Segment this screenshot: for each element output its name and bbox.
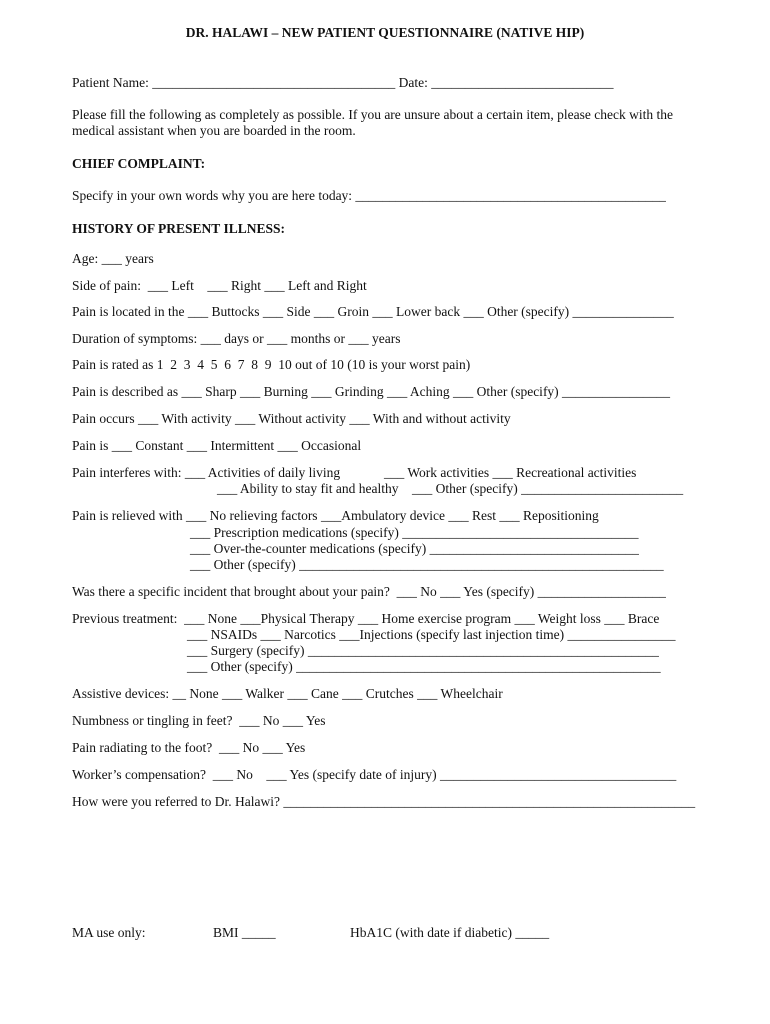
pain-frequency-field[interactable]: Pain is ___ Constant ___ Intermittent ___ Occasional bbox=[72, 438, 362, 453]
assistive-devices-field[interactable]: Assistive devices: __ None ___ Walker ___ Cane ___ Crutches ___ Wheelchair bbox=[72, 686, 503, 701]
page-title: DR. HALAWI – NEW PATIENT QUESTIONNAIRE (NATIVE HIP) bbox=[185, 25, 585, 40]
pain-location-field[interactable]: Pain is located in the ___ Buttocks ___ Side ___ Groin ___ Lower back ___ Other (specify) _______________ bbox=[72, 304, 674, 319]
pain-interferes-field-cont[interactable]: ___ Ability to stay fit and healthy ___ Other (specify) ________________________ bbox=[217, 481, 684, 496]
numbness-field[interactable]: Numbness or tingling in feet? ___ No ___ Yes bbox=[72, 713, 326, 728]
pain-interferes-field[interactable]: Pain interferes with: ___ Activities of daily living ___ Work activities ___ Recreational activities bbox=[72, 465, 637, 480]
side-of-pain-field[interactable]: Side of pain: ___ Left ___ Right ___ Left and Right bbox=[72, 278, 367, 293]
otc-medications-field[interactable]: ___ Over-the-counter medications (specify) _______________________________ bbox=[190, 541, 639, 556]
prescription-medications-field[interactable]: ___ Prescription medications (specify) ___________________________________ bbox=[190, 525, 639, 540]
pain-rating-field[interactable]: Pain is rated as 1 2 3 4 5 6 7 8 9 10 out of 10 (10 is your worst pain) bbox=[72, 357, 471, 372]
referral-field[interactable]: How were you referred to Dr. Halawi? _____________________________________________________________ bbox=[72, 794, 696, 809]
duration-field[interactable]: Duration of symptoms: ___ days or ___ months or ___ years bbox=[72, 331, 401, 346]
chief-complaint-field[interactable]: Specify in your own words why you are here today: ______________________________________________ bbox=[72, 188, 666, 203]
chief-complaint-heading: CHIEF COMPLAINT: bbox=[72, 156, 206, 171]
hba1c-field[interactable]: HbA1C (with date if diabetic) _____ bbox=[350, 925, 550, 940]
relieved-other-field[interactable]: ___ Other (specify) ______________________________________________________ bbox=[190, 557, 664, 572]
pain-description-field[interactable]: Pain is described as ___ Sharp ___ Burning ___ Grinding ___ Aching ___ Other (specify) ________________ bbox=[72, 384, 671, 399]
previous-other-field[interactable]: ___ Other (specify) ______________________________________________________ bbox=[187, 659, 661, 674]
pain-occurs-field[interactable]: Pain occurs ___ With activity ___ Without activity ___ With and without activity bbox=[72, 411, 511, 426]
previous-treatment-meds-field[interactable]: ___ NSAIDs ___ Narcotics ___Injections (specify last injection time) ________________ bbox=[187, 627, 676, 642]
incident-field[interactable]: Was there a specific incident that brought about your pain? ___ No ___ Yes (specify) ___________________ bbox=[72, 584, 666, 599]
pain-radiating-field[interactable]: Pain radiating to the foot? ___ No ___ Yes bbox=[72, 740, 306, 755]
intro-text-line-2: medical assistant when you are boarded in the room. bbox=[72, 123, 356, 138]
intro-text-line-1: Please fill the following as completely as possible. If you are unsure about a certain item, please check with the bbox=[72, 107, 673, 122]
workers-compensation-field[interactable]: Worker’s compensation? ___ No ___ Yes (specify date of injury) ___________________________________ bbox=[72, 767, 677, 782]
ma-use-label: MA use only: bbox=[72, 925, 146, 940]
pain-relieved-field[interactable]: Pain is relieved with ___ No relieving factors ___Ambulatory device ___ Rest ___ Repositioning bbox=[72, 508, 599, 523]
hpi-heading: HISTORY OF PRESENT ILLNESS: bbox=[72, 221, 285, 236]
previous-surgery-field[interactable]: ___ Surgery (specify) ____________________________________________________ bbox=[187, 643, 659, 658]
age-field[interactable]: Age: ___ years bbox=[72, 251, 154, 266]
previous-treatment-field[interactable]: Previous treatment: ___ None ___Physical Therapy ___ Home exercise program ___ Weight loss ___ Brace bbox=[72, 611, 660, 626]
patient-name-date-line[interactable]: Patient Name: ____________________________________ Date: ___________________________ bbox=[72, 75, 614, 90]
bmi-field[interactable]: BMI _____ bbox=[213, 925, 276, 940]
